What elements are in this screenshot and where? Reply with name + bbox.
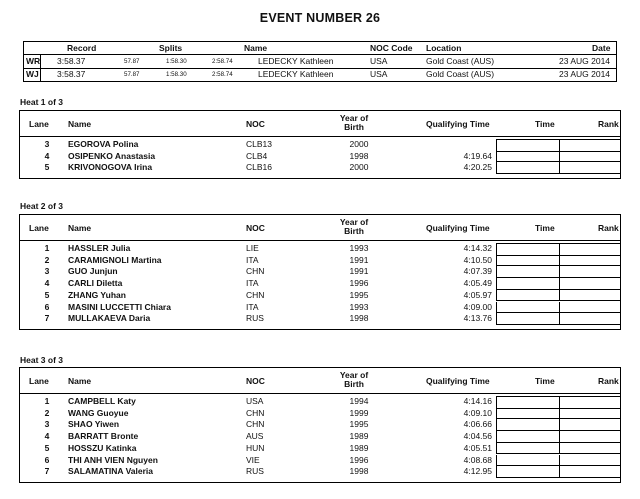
table-row	[20, 313, 620, 325]
qualifying-time: 4:14.32	[463, 243, 492, 253]
column-header-time: Time	[535, 376, 555, 386]
lane-number: 3	[44, 419, 50, 430]
qualifying-time: 4:12.95	[463, 466, 492, 477]
column-header-noc: NOC	[246, 223, 265, 233]
lane-number: 1	[44, 243, 50, 253]
noc-code: VIE	[246, 454, 260, 465]
noc-code: CHN	[246, 289, 265, 300]
swimmer-name: CARLI Diletta	[68, 278, 123, 289]
time-entry-cell	[496, 419, 560, 431]
lane-number: 7	[44, 313, 50, 324]
qualifying-time: 4:20.25	[463, 162, 492, 173]
record-header-noc: NOC Code	[370, 43, 413, 53]
record-location: Gold Coast (AUS)	[426, 56, 495, 66]
year-of-birth: 1998	[349, 466, 369, 477]
time-entry-cell	[496, 151, 560, 163]
noc-code: USA	[246, 396, 264, 406]
record-row	[24, 68, 616, 81]
heat-label: Heat 2 of 3	[20, 201, 63, 211]
record-holder: LEDECKY Kathleen	[258, 69, 334, 79]
table-row	[20, 419, 620, 431]
swimmer-name: THI ANH VIEN Nguyen	[68, 454, 158, 465]
record-holder: LEDECKY Kathleen	[258, 56, 334, 66]
table-row	[20, 266, 620, 278]
noc-code: HUN	[246, 442, 265, 453]
record-split: 1:58.30	[166, 58, 187, 65]
year-of-birth: 1991	[349, 266, 369, 277]
lane-number: 6	[44, 301, 50, 312]
year-of-birth: 1998	[349, 313, 369, 324]
swimmer-name: CAMPBELL Katy	[68, 396, 136, 406]
heat-table	[19, 367, 621, 483]
column-header-time: Time	[535, 119, 555, 129]
column-header-noc: NOC	[246, 376, 265, 386]
qualifying-time: 4:07.39	[463, 266, 492, 277]
table-row	[20, 431, 620, 443]
time-entry-cell	[496, 443, 560, 455]
table-row	[20, 455, 620, 467]
column-header-lane: Lane	[29, 223, 49, 233]
rank-entry-cell	[559, 151, 621, 163]
qualifying-time: 4:05.51	[463, 442, 492, 453]
qualifying-time: 4:05.97	[463, 289, 492, 300]
lane-number: 5	[44, 442, 50, 453]
noc-code: CLB16	[246, 162, 272, 173]
lane-number: 2	[44, 407, 50, 418]
swimmer-name: GUO Junjun	[68, 266, 118, 277]
swimmer-name: SHAO Yiwen	[68, 419, 120, 430]
lane-number: 6	[44, 454, 50, 465]
column-header-noc: NOC	[246, 119, 265, 129]
column-header-year-line1: Year of	[339, 113, 369, 123]
rank-entry-cell	[559, 255, 621, 267]
event-title: EVENT NUMBER 26	[259, 11, 381, 25]
qualifying-time: 4:05.49	[463, 278, 492, 289]
noc-code: CLB13	[246, 139, 272, 149]
record-split: 2:58.74	[212, 58, 233, 65]
rank-entry-cell	[559, 419, 621, 431]
lane-number: 3	[44, 266, 50, 277]
table-row	[20, 443, 620, 455]
year-of-birth: 1995	[349, 289, 369, 300]
rank-entry-cell	[559, 313, 621, 325]
time-entry-cell	[496, 162, 560, 174]
noc-code: ITA	[246, 254, 259, 265]
rank-entry-cell	[559, 162, 621, 174]
swimmer-name: HOSSZU Katinka	[68, 442, 137, 453]
noc-code: ITA	[246, 301, 259, 312]
record-date: 23 AUG 2014	[559, 69, 611, 79]
swimmer-name: HASSLER Julia	[68, 243, 131, 253]
time-entry-cell	[496, 266, 560, 278]
table-row	[20, 243, 620, 255]
record-time: 3:58.37	[57, 56, 86, 66]
rank-entry-cell	[559, 302, 621, 314]
column-header-year-line2: Birth	[344, 226, 364, 236]
swimmer-name: SALAMATINA Valeria	[68, 466, 154, 477]
noc-code: LIE	[246, 243, 259, 253]
swimmer-name: ZHANG Yuhan	[68, 289, 126, 300]
time-entry-cell	[496, 313, 560, 325]
qualifying-time: 4:13.76	[463, 313, 492, 324]
qualifying-time: 4:06.66	[463, 419, 492, 430]
rank-entry-cell	[559, 443, 621, 455]
time-entry-cell	[496, 431, 560, 443]
rank-entry-cell	[559, 431, 621, 443]
rank-entry-cell	[559, 466, 621, 478]
record-type: WJ	[26, 69, 39, 79]
time-entry-cell	[496, 255, 560, 267]
column-header-year-of-birth	[334, 371, 374, 389]
record-time: 3:58.37	[57, 69, 86, 79]
qualifying-time: 4:09.00	[463, 301, 492, 312]
table-row	[20, 396, 620, 408]
record-header-record: Record	[67, 43, 97, 53]
lane-number: 3	[44, 139, 50, 149]
record-date: 23 AUG 2014	[559, 56, 611, 66]
column-header-rank: Rank	[598, 223, 619, 233]
column-header-rank: Rank	[598, 119, 619, 129]
noc-code: CHN	[246, 419, 265, 430]
table-row	[20, 466, 620, 478]
column-header-time: Time	[535, 223, 555, 233]
rank-entry-cell	[559, 455, 621, 467]
swimmer-name: OSIPENKO Anastasia	[68, 150, 156, 161]
qualifying-time: 4:19.64	[463, 150, 492, 161]
column-header-qualifying-time: Qualifying Time	[426, 119, 490, 129]
year-of-birth: 1998	[349, 150, 369, 161]
year-of-birth: 1993	[349, 301, 369, 312]
record-split: 57.87	[124, 71, 140, 78]
time-entry-cell	[496, 466, 560, 478]
column-header-lane: Lane	[29, 376, 49, 386]
column-header-name: Name	[68, 119, 92, 129]
noc-code: RUS	[246, 313, 264, 324]
heat-label: Heat 1 of 3	[20, 97, 63, 107]
noc-code: CLB4	[246, 150, 268, 161]
record-table	[23, 41, 617, 82]
year-of-birth: 1993	[349, 243, 369, 253]
swimmer-name: MULLAKAEVA Daria	[68, 313, 151, 324]
column-header-year-of-birth	[334, 218, 374, 236]
year-of-birth: 1991	[349, 254, 369, 265]
table-row	[20, 302, 620, 314]
column-header-qualifying-time: Qualifying Time	[426, 223, 490, 233]
record-type: WR	[26, 56, 41, 66]
swimmer-name: EGOROVA Polina	[68, 139, 139, 149]
table-row	[20, 162, 620, 174]
table-row	[20, 278, 620, 290]
column-header-year-line1: Year of	[339, 217, 369, 227]
table-row	[20, 290, 620, 302]
year-of-birth: 1999	[349, 407, 369, 418]
lane-number: 1	[44, 396, 50, 406]
time-entry-cell	[496, 302, 560, 314]
record-split: 1:58.30	[166, 71, 187, 78]
column-header-year-line2: Birth	[344, 122, 364, 132]
time-entry-cell	[496, 408, 560, 420]
column-header-rank: Rank	[598, 376, 619, 386]
lane-number: 5	[44, 162, 50, 173]
year-of-birth: 2000	[349, 162, 369, 173]
rank-entry-cell	[559, 266, 621, 278]
lane-number: 2	[44, 254, 50, 265]
heat-table	[19, 110, 621, 179]
noc-code: CHN	[246, 407, 265, 418]
table-row	[20, 255, 620, 267]
record-header-date: Date	[592, 43, 611, 53]
heat-label: Heat 3 of 3	[20, 355, 63, 365]
year-of-birth: 1994	[349, 396, 369, 406]
column-header-name: Name	[68, 223, 92, 233]
noc-code: RUS	[246, 466, 264, 477]
swimmer-name: WANG Guoyue	[68, 407, 129, 418]
record-location: Gold Coast (AUS)	[426, 69, 495, 79]
record-header-name: Name	[244, 43, 268, 53]
noc-code: ITA	[246, 278, 259, 289]
noc-code: AUS	[246, 431, 264, 442]
qualifying-time: 4:14.16	[463, 396, 492, 406]
record-split: 2:58.74	[212, 71, 233, 78]
qualifying-time: 4:09.10	[463, 407, 492, 418]
heat-table-header	[20, 368, 620, 394]
table-row	[20, 408, 620, 420]
record-noc: USA	[370, 69, 388, 79]
column-header-lane: Lane	[29, 119, 49, 129]
column-header-year-line2: Birth	[344, 379, 364, 389]
lane-number: 4	[44, 278, 50, 289]
heat-table-header	[20, 111, 620, 137]
column-header-name: Name	[68, 376, 92, 386]
qualifying-time: 4:04.56	[463, 431, 492, 442]
column-header-year-line1: Year of	[339, 370, 369, 380]
column-header-qualifying-time: Qualifying Time	[426, 376, 490, 386]
year-of-birth: 1995	[349, 419, 369, 430]
time-entry-cell	[496, 455, 560, 467]
column-header-year-of-birth	[334, 114, 374, 132]
record-split: 57.87	[124, 58, 140, 65]
year-of-birth: 2000	[349, 139, 369, 149]
rank-entry-cell	[559, 278, 621, 290]
noc-code: CHN	[246, 266, 265, 277]
record-header-splits: Splits	[159, 43, 183, 53]
lane-number: 5	[44, 289, 50, 300]
rank-entry-cell	[559, 408, 621, 420]
record-header-row	[24, 43, 616, 55]
lane-number: 7	[44, 466, 50, 477]
swimmer-name: MASINI LUCCETTI Chiara	[68, 301, 171, 312]
qualifying-time: 4:10.50	[463, 254, 492, 265]
record-row	[24, 55, 616, 68]
record-header-location: Location	[426, 43, 462, 53]
swimmer-name: KRIVONOGOVA Irina	[68, 162, 153, 173]
qualifying-time: 4:08.68	[463, 454, 492, 465]
year-of-birth: 1996	[349, 278, 369, 289]
record-noc: USA	[370, 56, 388, 66]
year-of-birth: 1989	[349, 442, 369, 453]
time-entry-cell	[496, 278, 560, 290]
year-of-birth: 1989	[349, 431, 369, 442]
swimmer-name: BARRATT Bronte	[68, 431, 139, 442]
year-of-birth: 1996	[349, 454, 369, 465]
time-entry-cell	[496, 290, 560, 302]
table-row	[20, 139, 620, 151]
lane-number: 4	[44, 150, 50, 161]
lane-number: 4	[44, 431, 50, 442]
swimmer-name: CARAMIGNOLI Martina	[68, 254, 162, 265]
heat-table-header	[20, 215, 620, 241]
rank-entry-cell	[559, 290, 621, 302]
heat-table	[19, 214, 621, 330]
table-row	[20, 151, 620, 163]
